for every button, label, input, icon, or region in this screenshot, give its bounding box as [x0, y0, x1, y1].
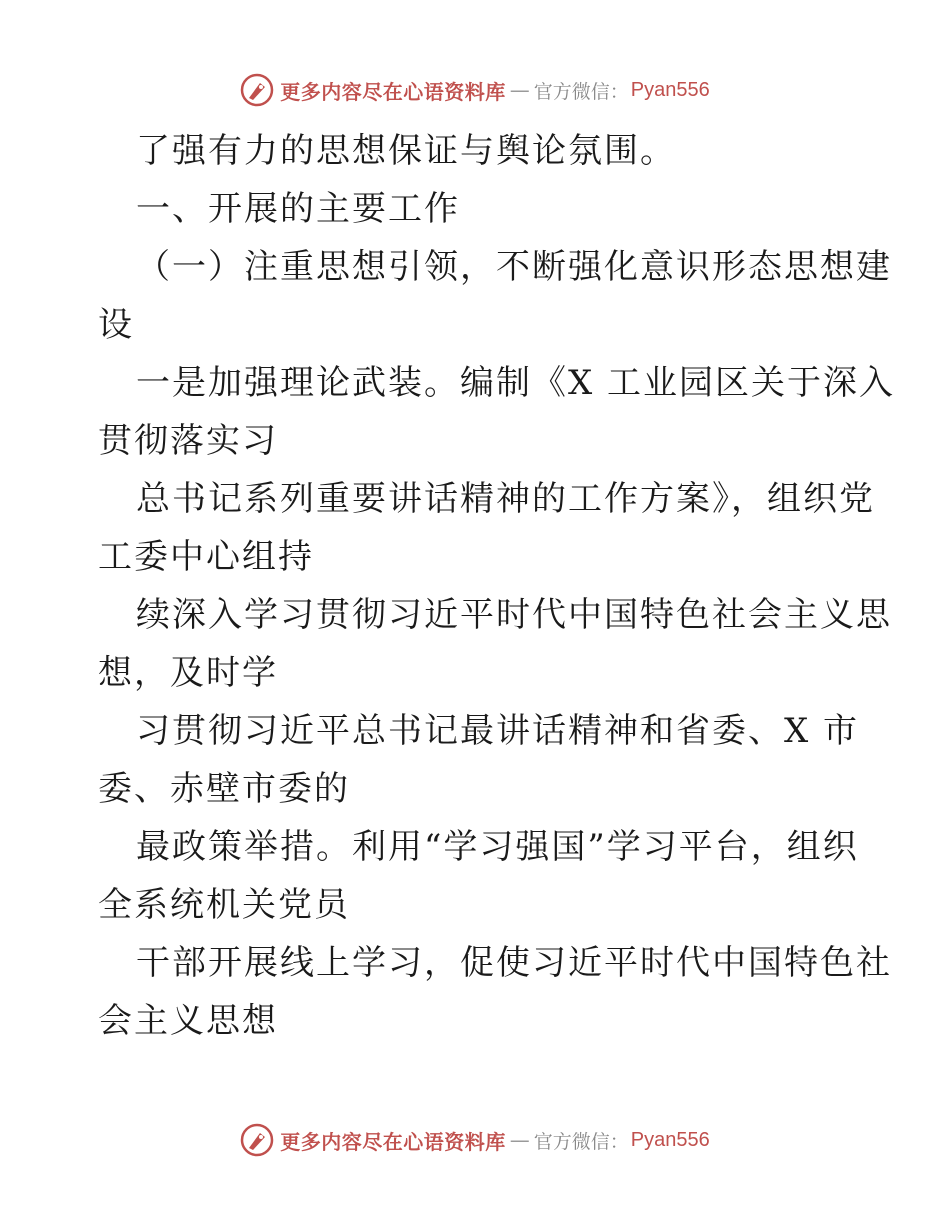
- subsection-heading: （一）注重思想引领，不断强化意识形态思想建: [136, 247, 892, 287]
- body-line: 会主义思想: [98, 1001, 278, 1041]
- body-line: 委、赤壁市委的: [98, 769, 350, 809]
- body-line: 一是加强理论武装。编制《X 工业园区关于深入: [136, 363, 896, 403]
- body-line: 工委中心组持: [98, 537, 314, 577]
- banner-contact-value: Pyan556: [630, 1128, 710, 1151]
- header-banner: [0, 70, 950, 110]
- body-line: 总书记系列重要讲话精神的工作方案》，组织党: [136, 479, 875, 519]
- body-line: 贯彻落实习: [98, 421, 278, 461]
- section-heading: 一、开展的主要工作: [136, 189, 460, 229]
- body-line: 续深入学习贯彻习近平时代中国特色社会主义思: [136, 595, 892, 635]
- banner-contact-label: 官方微信：: [533, 1130, 629, 1153]
- footer-banner: [0, 1120, 950, 1160]
- banner-brand: 更多内容尽在心语资料库: [280, 1129, 506, 1154]
- body-line: 最政策举措。利用“学习强国”学习平台，组织: [136, 827, 859, 867]
- pen-nib-logo-icon: [240, 73, 274, 107]
- body-line: 习贯彻习近平总书记最讲话精神和省委、X 市: [136, 711, 860, 751]
- banner-separator: —: [509, 78, 530, 102]
- body-line: 想，及时学: [98, 653, 278, 693]
- banner-contact-label: 官方微信：: [533, 80, 629, 103]
- banner-separator: —: [509, 1128, 530, 1152]
- pen-nib-logo-icon: [240, 1123, 274, 1157]
- body-line: 干部开展线上学习，促使习近平时代中国特色社: [136, 943, 892, 983]
- subsection-heading-continuation: 设: [98, 305, 134, 345]
- banner-contact-value: Pyan556: [630, 78, 710, 101]
- body-line: 全系统机关党员: [98, 885, 350, 925]
- document-body: [98, 122, 896, 1050]
- body-line: 了强有力的思想保证与舆论氛围。: [136, 131, 676, 171]
- banner-brand: 更多内容尽在心语资料库: [280, 79, 506, 104]
